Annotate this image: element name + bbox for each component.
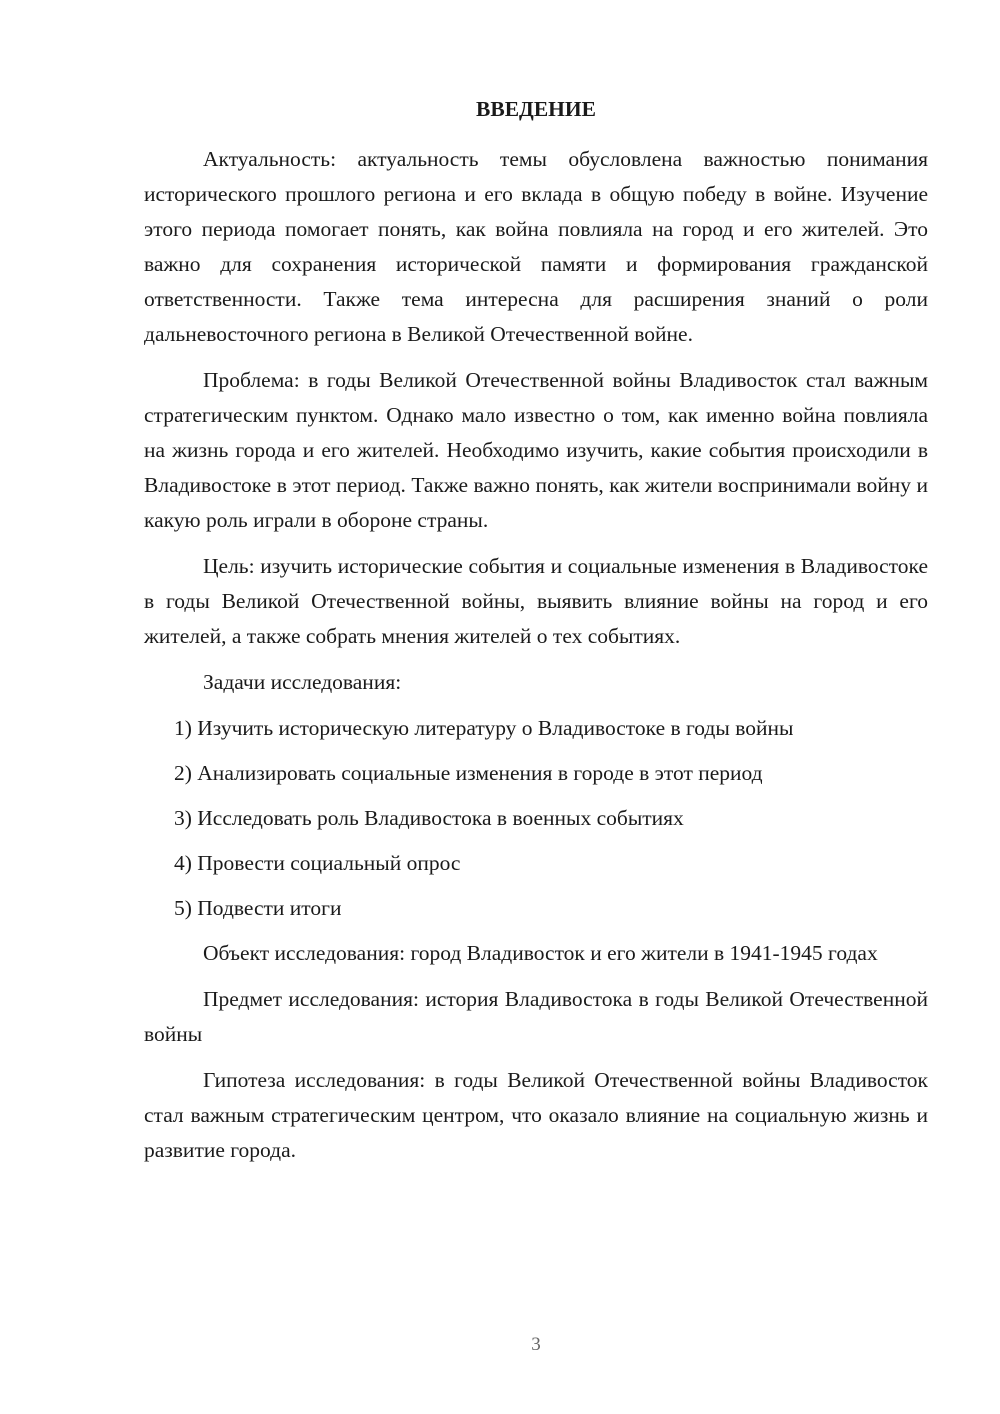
goal-paragraph: Цель: изучить исторические события и социальные изменения в Владивостоке в годы Великой Отечественной войны, выявить влияние войны на город и его жителей, а также собрать мнения жителей о тех событиях. xyxy=(144,554,928,648)
list-item: 3) Исследовать роль Владивостока в военных событиях xyxy=(174,806,684,830)
tasks-list xyxy=(144,711,928,926)
relevance-paragraph: Актуальность: актуальность темы обусловлена важностью понимания исторического прошлого региона и его вклада в общую победу в войне. Изучение этого периода помогает понять, как война повлияла на город и его жителей. Это важно для сохранения исторической памяти и формирования гражданской ответственности. Также тема интересна для расширения знаний о роли дальневосточного региона в Великой Отечественной войне. xyxy=(144,147,928,346)
object-paragraph: Объект исследования: город Владивосток и его жители в 1941-1945 годах xyxy=(203,941,878,965)
document-page xyxy=(144,92,928,1179)
list-item: 4) Провести социальный опрос xyxy=(174,851,461,875)
list-item: 1) Изучить историческую литературу о Владивостоке в годы войны xyxy=(174,716,794,740)
page-number: 3 xyxy=(531,1334,541,1355)
list-item: 5) Подвести итоги xyxy=(174,896,342,920)
tasks-heading: Задачи исследования: xyxy=(203,670,402,694)
section-title: ВВЕДЕНИЕ xyxy=(476,97,596,121)
problem-paragraph: Проблема: в годы Великой Отечественной войны Владивосток стал важным стратегическим пунктом. Однако мало известно о том, как именно война повлияла на жизнь города и его жителей. Необходимо изучить, какие события происходили в Владивостоке в этот период. Также важно понять, как жители воспринимали войну и какую роль играли в обороне страны. xyxy=(144,368,928,532)
subject-paragraph: Предмет исследования: история Владивостока в годы Великой Отечественной войны xyxy=(144,987,928,1046)
list-item: 2) Анализировать социальные изменения в городе в этот период xyxy=(174,761,763,785)
hypothesis-paragraph: Гипотеза исследования: в годы Великой Отечественной войны Владивосток стал важным стратегическим центром, что оказало влияние на социальную жизнь и развитие города. xyxy=(144,1068,928,1162)
